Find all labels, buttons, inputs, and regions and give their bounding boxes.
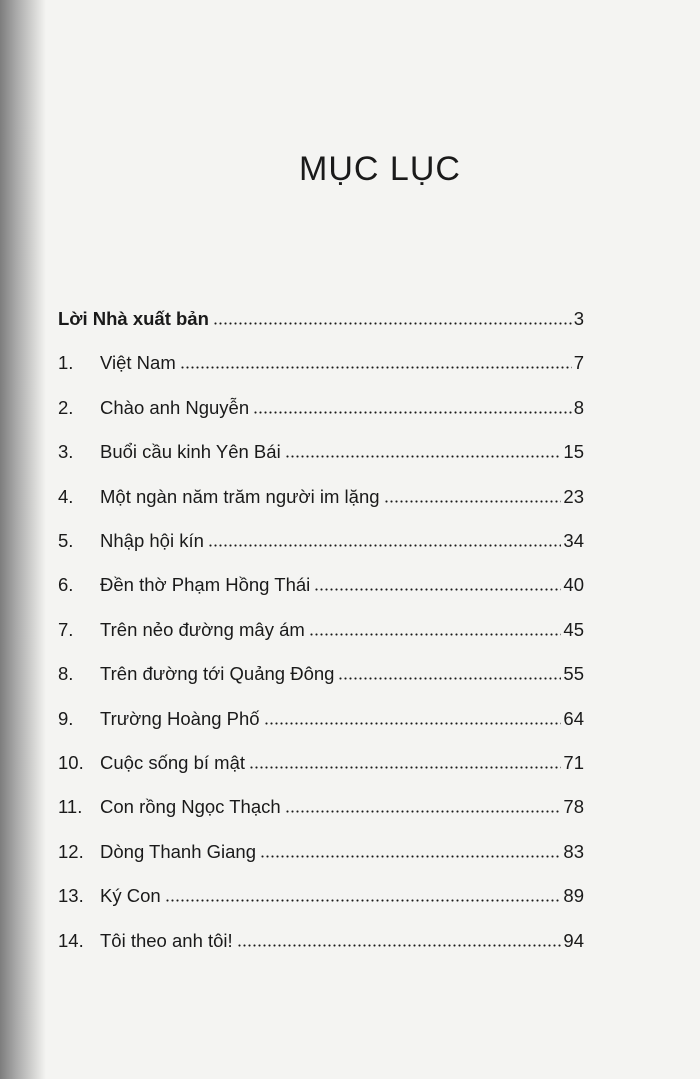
dot-leader [309, 633, 562, 636]
toc-entry-title: Buổi cầu kinh Yên Bái [100, 441, 281, 463]
toc-entry-page-number: 3 [573, 308, 584, 329]
dot-leader [260, 855, 561, 858]
toc-entry [58, 572, 584, 598]
dot-leader [213, 322, 572, 325]
dot-leader [253, 411, 572, 414]
toc-entry-page-number: 64 [563, 707, 584, 729]
dot-leader [249, 766, 561, 769]
toc-entry-number: 10. [58, 752, 84, 773]
toc-entry-page-number: 83 [563, 840, 584, 862]
toc-entry-title: Trường Hoàng Phố [100, 707, 260, 729]
toc-entry-number: 12. [58, 840, 84, 862]
toc-entry-number: 9. [58, 707, 74, 729]
dot-leader [264, 722, 562, 725]
toc-entry [58, 528, 584, 554]
toc-entry-title: Đền thờ Phạm Hồng Thái [100, 574, 311, 596]
toc-entry-number: 11. [58, 796, 83, 818]
dot-leader [338, 677, 561, 680]
toc-entry-page-number: 89 [563, 885, 584, 907]
dot-leader [285, 810, 562, 813]
toc-entry-title: Dòng Thanh Giang [100, 840, 256, 862]
toc-entry [58, 661, 584, 687]
toc-entry [58, 928, 584, 954]
toc-entry-number: 7. [58, 618, 74, 640]
toc-entry-title: Cuộc sống bí mật [100, 752, 245, 773]
dot-leader [384, 500, 562, 503]
toc-entry-page-number: 23 [563, 485, 584, 507]
toc-entry-number: 14. [58, 929, 84, 951]
toc-entry-page-number: 55 [563, 663, 584, 685]
page-title: MỤC LỤC [299, 150, 461, 188]
toc-entry-page-number: 7 [573, 352, 584, 374]
toc-entry [58, 883, 584, 909]
toc-entry-page-number: 94 [563, 929, 584, 951]
toc-entry-page-number: 15 [563, 441, 584, 463]
toc-entry-number: 1. [58, 352, 74, 374]
toc-entry [58, 617, 584, 643]
toc-entry-page-number: 34 [563, 530, 584, 551]
toc-entry-page-number: 40 [563, 574, 584, 596]
toc-entry-number: 5. [58, 530, 74, 551]
dot-leader [180, 366, 572, 369]
toc-entry-number: 13. [58, 885, 84, 907]
toc-entry-page-number: 45 [563, 618, 584, 640]
toc-entry [58, 350, 584, 376]
toc-entry-number: 2. [58, 396, 74, 418]
toc-entry [58, 306, 584, 332]
dot-leader [165, 899, 562, 902]
toc-entry [58, 395, 584, 421]
toc-entry-number: 4. [58, 485, 74, 507]
toc-entry-number: 6. [58, 574, 74, 596]
toc-entry-title: Con rồng Ngọc Thạch [100, 796, 281, 818]
toc-entry-page-number: 71 [563, 752, 584, 773]
dot-leader [208, 544, 562, 547]
toc-entry-title: Chào anh Nguyễn [100, 396, 250, 418]
toc-entry-number: 8. [58, 663, 74, 685]
toc-entry [58, 484, 584, 510]
toc-entry [58, 706, 584, 732]
toc-entry-page-number: 78 [563, 796, 584, 818]
toc-entry-page-number: 8 [573, 396, 584, 418]
toc-entry-title: Ký Con [100, 885, 161, 907]
toc-entry-title: Trên đường tới Quảng Đông [100, 663, 335, 685]
toc-entry-title: Một ngàn năm trăm người im lặng [100, 485, 380, 507]
toc-entry-number: 3. [58, 441, 74, 463]
toc-entry-title: Trên nẻo đường mây ám [100, 618, 305, 640]
toc-entry-title: Việt Nam [100, 352, 176, 374]
dot-leader [285, 455, 562, 458]
dot-leader [314, 588, 561, 591]
toc-entry [58, 439, 584, 465]
dot-leader [237, 944, 562, 947]
toc-entry-title: Nhập hội kín [100, 530, 204, 551]
toc-entry-title: Lời Nhà xuất bản [58, 308, 209, 329]
toc-entry [58, 750, 584, 776]
toc-entry [58, 794, 584, 820]
toc-entry [58, 839, 584, 865]
toc-entry-title: Tôi theo anh tôi! [100, 929, 233, 951]
